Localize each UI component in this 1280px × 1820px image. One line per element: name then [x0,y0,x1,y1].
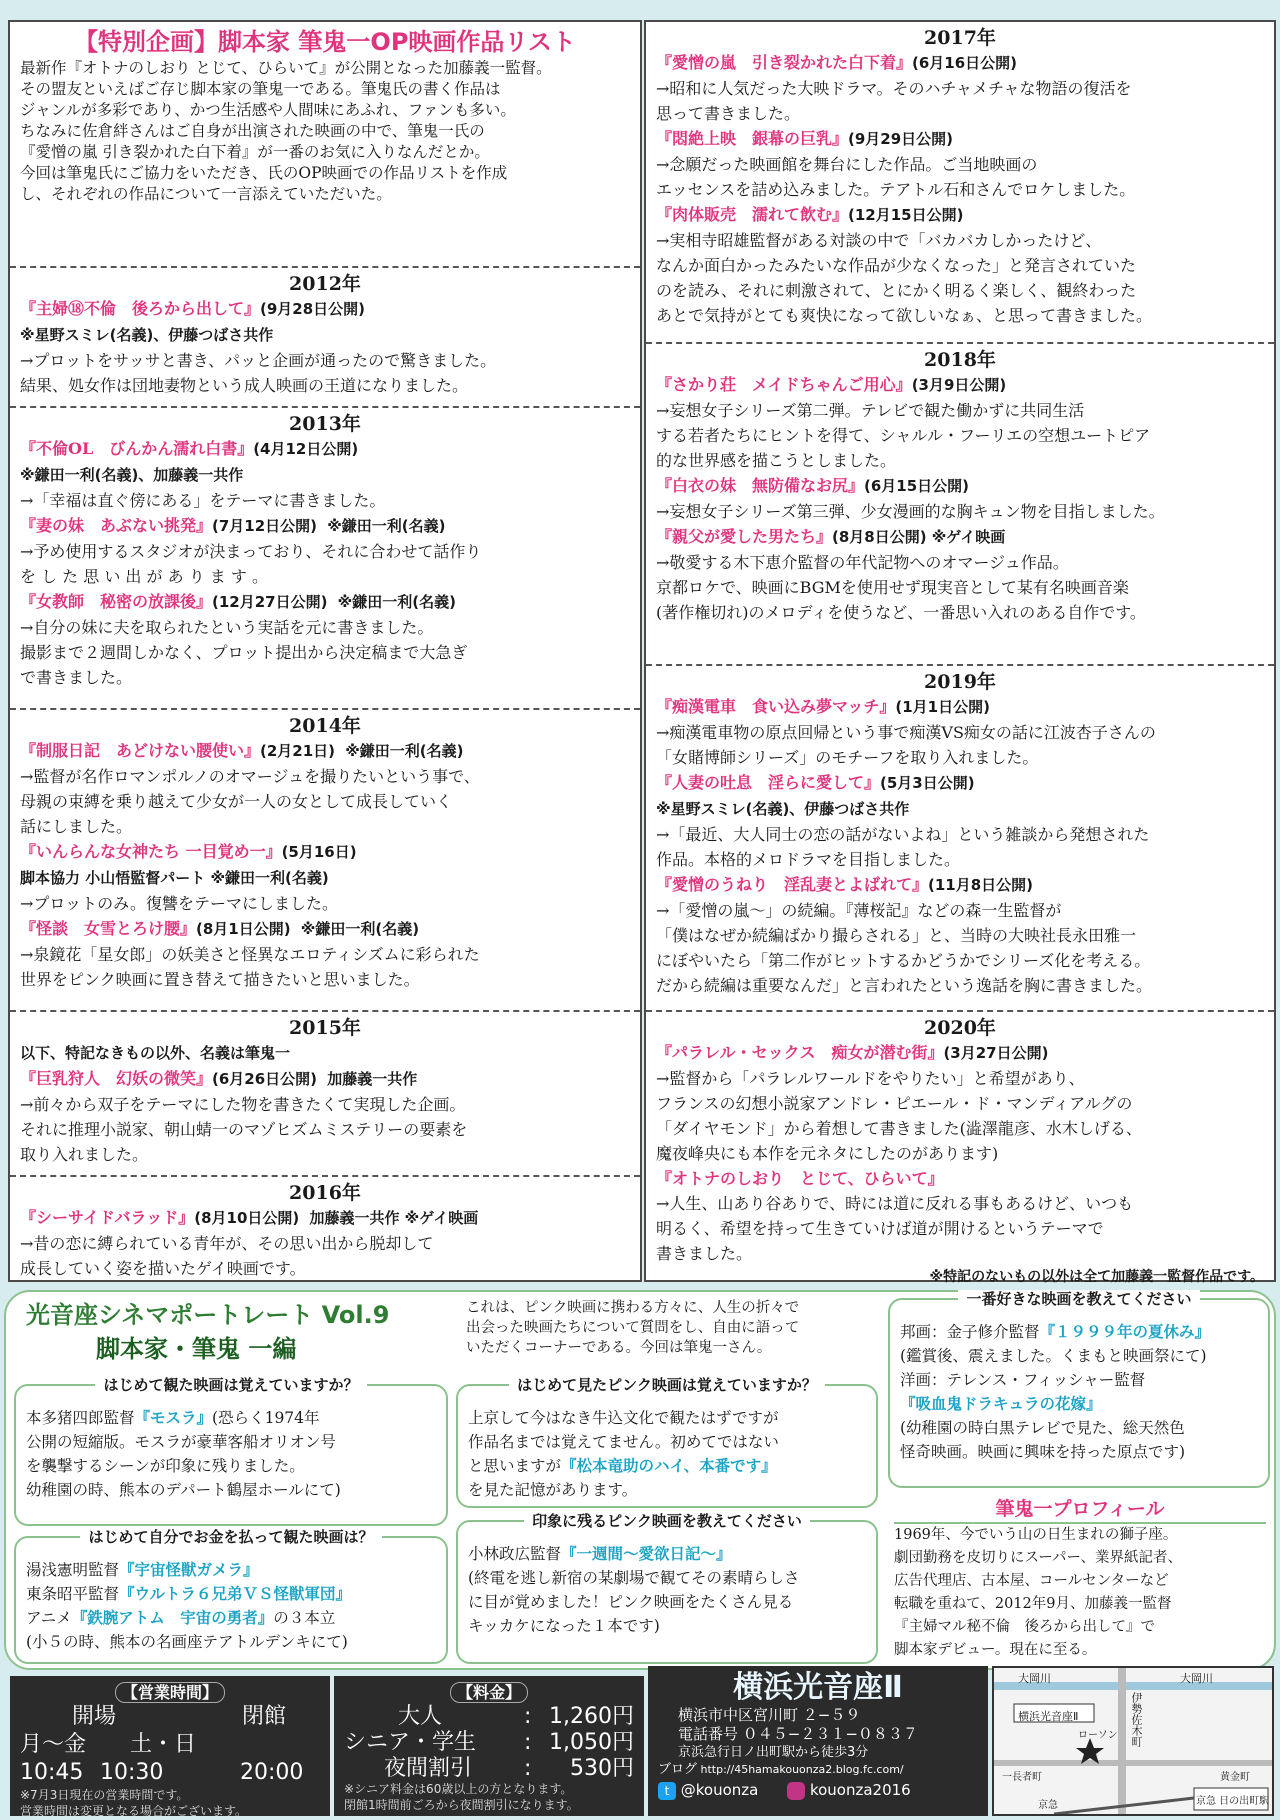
release-date: (5月3日公開) [880,774,975,792]
profile-line: 広告代理店、古本屋、コールセンターなど [894,1573,1169,1589]
film-comment: →実相寺昭雄監督がある対談の中で「バカバカしかったけど、 [656,231,1102,250]
credit-note: ※鎌田一利(名義)、加藤義一共作 [20,466,244,484]
film-comment: →自分の妹に夫を取られたという実話を元に書きました。 [20,618,434,637]
film-comment: 「僕はなぜか続編ばかり撮らされる」と、当時の大映社長永田雅一 [656,926,1137,945]
release-date: (11月8日公開) [928,876,1034,894]
film-comment: のを読み、それに刺激されて、とにかく明るく楽しく、観終わった [656,281,1137,300]
credit-note: ※ゲイ映画 [931,528,1006,546]
map-bridge-label: 一長者町 [1002,1772,1042,1783]
film-title: 『松本竜助のハイ、本番です』 [561,1456,777,1475]
footnote: ※特記のないもの以外は全て加藤義一監督作品です。 [929,1269,1264,1285]
film-comment: だから続編は重要なんだ」と言われたという逸話を胸に書きました。 [656,976,1153,995]
film-comment: を し た 思 い 出 が あ り ま す 。 [20,567,268,586]
film-comment: →監督が名作ロマンポルノのオマージュを撮りたいという事で、 [20,767,480,786]
map-lawson-label: ローソン [1078,1730,1118,1741]
answer-text: 作品名までは覚えてません。初めてではない [468,1433,779,1451]
film-title: 『制服日記 あどけない腰使い』 [20,741,261,760]
year-heading: 2014年 [289,715,361,737]
film-comment: →プロットをサッサと書き、パッと企画が通ったので驚きました。 [20,351,497,370]
business-hours-panel [10,1676,330,1816]
weekday-label: 月〜金 [20,1732,87,1757]
map-theater-label: 横浜光音座Ⅱ [1018,1710,1079,1723]
year-heading: 2017年 [924,27,996,49]
film-title: 『モスラ』 [134,1408,213,1427]
year-heading: 2018年 [924,349,996,371]
film-title: 『さかり荘 メイドちゃんご用心』 [656,375,912,394]
film-comment: 成長していく姿を描いたゲイ映画です。 [20,1259,306,1278]
cinema-portrait-section [4,1290,1276,1670]
theater-name: 横浜光音座Ⅱ [733,1670,903,1705]
intro-line: 最新作『オトナのしおり とじて、ひらいて』が公開となった加藤義一監督。 [20,59,552,77]
map-rail-label: 京急 [1038,1800,1058,1811]
film-title: 『一週間〜愛欲日記〜』 [561,1544,732,1563]
answer-text: の３本立 [273,1609,336,1627]
theater-address: 横浜市中区宮川町 ２−５９ [678,1706,861,1724]
film-comment: →「幸福は直ぐ傍にある」をテーマに書きました。 [20,491,386,510]
profile-line: 『主婦マル秘不倫 後ろから出して』で [894,1619,1155,1635]
film-title: 『不倫OL びんかん濡れ白書』 [20,439,254,458]
credit-note: ※鎌田一利(名義) [345,742,464,760]
film-comment: →プロットのみ。復讐をテーマにしました。 [20,894,339,913]
release-date: (3月27日公開) [943,1044,1049,1062]
portrait-subtitle: 脚本家・筆鬼 一編 [96,1335,297,1363]
film-comment: →痴漢電車物の原点回帰という事で痴漢VS痴女の話に江波杏子さんの [656,723,1156,742]
intro-line: その盟友といえばご存じ脚本家の筆鬼一である。筆鬼氏の書く作品は [20,80,501,98]
film-comment: →妄想女子シリーズ第二弾。テレビで観た働かずに共同生活 [656,401,1085,420]
release-date: (9月29日公開) [848,130,954,148]
question-label: はじめて観た映画は覚えていますか？ [95,1376,366,1394]
year-2017-section [646,22,1274,344]
film-title: 『巨乳狩人 幻妖の微笑』 [20,1069,213,1088]
credit-note: 脚本協力 小山悟監督パート ※鎌田一利(名義) [20,869,329,887]
film-title: 『鉄腕アトム 宇宙の勇者』 [71,1608,274,1627]
release-date: (12月15日公開) [848,206,964,224]
film-title: 『愛憎の嵐 引き裂かれた白下着』 [656,53,913,72]
question-first-film [14,1376,448,1526]
film-title: 『女教師 秘密の放課後』 [20,592,213,611]
film-comment: 話にしました。 [20,817,133,836]
question-label: はじめて見たピンク映画は覚えていますか？ [509,1376,825,1394]
year-2015-section [10,1012,640,1177]
release-date: (6月16日公開) [912,54,1018,72]
profile-label: 筆鬼一プロフィール [894,1496,1266,1524]
release-date: (3月9日公開) [911,376,1007,394]
film-title: 『痴漢電車 食い込み夢マッチ』 [656,697,896,716]
answer-text: 湯浅憲明監督 [26,1561,120,1579]
film-title: 『パラレル・セックス 痴女が潜む街』 [656,1043,944,1062]
film-title: 『シーサイドバラッド』 [20,1208,195,1227]
intro-line: ちなみに佐倉絆さんはご自身が出演された映画の中で、筆鬼一氏の [20,122,485,140]
question-label: 一番好きな映画を教えてください [958,1290,1199,1308]
price-panel: 【料金】 大人 : 1,260円 シニア・学生 : 1,050円 夜間割引 : 530円 ※シニア料金は60歳以上の方となります。 閉館1時間前ごろから夜間割引になります。 [334,1676,644,1816]
hours-note: ※7月3日現在の営業時間です。 [20,1788,189,1802]
answer-text: 邦画：金子修介監督 [900,1323,1040,1341]
profile-line: 脚本家デビュー。現在に至る。 [894,1642,1097,1658]
film-comment: 明るく、希望を持って生きていけば道が開けるというテーマで [656,1219,1104,1238]
film-comment: →人生、山あり谷ありで、時には道に反れる事もあるけど、いつも [656,1194,1134,1213]
profile-block [888,1496,1272,1664]
map-river-label: 大岡川 [1180,1672,1213,1685]
release-date: (8月1日公開) [196,920,291,938]
map-bridge-label: 黄金町 [1220,1772,1250,1783]
film-comment: →泉鏡花「星女郎」の妖美さと怪異なエロティシズムに彩られた [20,945,480,964]
film-comment: 結果、処女作は団地妻物という成人映画の王道になりました。 [20,376,469,395]
open-label: 開場 [72,1704,117,1729]
film-comment: →敬愛する木下恵介監督の年代記物へのオマージュ作品。 [656,553,1069,572]
answer-text: (幼稚園の時白黒テレビで見た、総天然色 [900,1419,1185,1437]
answer-text: 本多猪四郎監督 [26,1409,135,1427]
film-comment: あとで気持がとても爽快になって欲しいなぁ、と思って書きました。 [656,306,1153,325]
credit-note: ※星野スミレ(名義)、伊藤つばさ共作 [656,800,910,818]
portrait-heading [26,1298,446,1366]
blog-link[interactable]: http://45hamakouonza2.blog.fc.com/ [700,1763,904,1776]
intro-line: 今回は筆鬼氏にご協力をいただき、氏のOP映画での作品リストを作成 [20,164,508,182]
credit-note: ※星野スミレ(名義)、伊藤つばさ共作 [20,326,274,344]
credit-note: ※鎌田一利(名義) [337,593,456,611]
lead-line: 出会った映画たちについて質問をし、自由に語って [466,1320,800,1336]
question-label: はじめて自分でお金を払って観た映画は？ [80,1528,381,1546]
film-comment: する若者たちにヒントを得て、シャルル・フーリエの空想ユートピア [656,426,1151,445]
question-favorite-film [888,1290,1270,1488]
answer-text: (小５の時、熊本の名画座テアトルデンキにて) [26,1633,348,1651]
price-value: 1,050円 [549,1730,634,1755]
film-comment: →「愛憎の嵐〜」の続編。『薄桜記』などの森一生監督が [656,901,1062,920]
film-comment: →「最近、大人同士の恋の話がないよね」という雑談から発想された [656,825,1150,844]
left-column [8,20,642,1282]
price-value: 530円 [570,1756,634,1781]
lead-line: いただくコーナーである。今回は筆鬼一さん。 [466,1340,772,1356]
instagram-icon [787,1782,805,1800]
answer-text: と思いますが [468,1457,562,1475]
hours-note: 営業時間は変更となる場合がございます。 [20,1804,248,1818]
portrait-title: 光音座シネマポートレート Vol.9 [26,1301,390,1329]
year-heading: 2016年 [289,1182,361,1204]
film-title: 『宇宙怪獣ガメラ』 [119,1560,259,1579]
answer-text: 怪奇映画。映画に興味を持った原点です) [900,1443,1186,1461]
film-comment: 取り入れました。 [20,1145,149,1164]
year-2013-section [10,408,640,710]
answer-text: 洋画：テレンス・フィッシャー監督 [900,1371,1146,1389]
credit-note: ※鎌田一利(名義) [300,920,420,938]
film-comment: それに推理小説家、朝山蜻一のマゾヒズムミステリーの要素を [20,1120,468,1139]
film-comment: にぼやいたら「第二作がヒットするかどうかでシリーズ化を考える。 [656,951,1151,970]
portrait-lead [466,1298,886,1358]
year-2019-section [646,666,1274,1012]
answer-text: 小林政広監督 [468,1545,562,1563]
year-2018-section [646,344,1274,666]
film-title: 『白衣の妹 無防備なお尻』 [656,476,865,495]
film-comment: なんか面白かったみたいな作品が少なくなった」と発言されていた [656,256,1137,275]
question-first-pink-film [456,1376,878,1508]
film-comment: 魔夜峰央にも本作を元ネタにしたのがあります) [656,1144,999,1163]
film-comment: 作品。本格的メロドラマを目指しました。 [656,850,961,869]
film-title: 『いんらんな女神たち 一目覚め一』 [20,842,282,861]
map-river-label: 大岡川 [1018,1672,1051,1685]
release-date: (8月8日公開) [832,528,927,546]
question-first-paid-film [14,1528,448,1664]
film-comment: →前々から双子をテーマにした物を書きたくて実現した企画。 [20,1095,466,1114]
weekend-open-time: 10:30 [100,1760,164,1785]
film-comment: →予め使用するスタジオが決まっており、それに合わせて話作り [20,542,482,561]
credit-note: 加藤義一共作 ※ゲイ映画 [309,1209,479,1227]
price-note: 閉館1時間前ごろから夜間割引になります。 [344,1798,579,1812]
answer-text: に目が覚めました！ピンク映画をたくさん見る [468,1593,794,1611]
film-comment: 「ダイヤモンド」から着想して書きました(澁澤龍彦、水木しげる、 [656,1119,1142,1138]
year-heading: 2015年 [289,1017,361,1039]
release-date: (12月27日公開) [212,593,328,611]
year-2020-section [646,1012,1274,1285]
film-title: 『１９９９年の夏休み』 [1039,1322,1211,1341]
price-category: 大人 [398,1704,443,1729]
answer-text: (恐らく1974年 [212,1409,320,1427]
answer-text: 東条昭平監督 [26,1585,120,1603]
release-date: (7月12日公開) [212,517,318,535]
film-comment: 母親の束縛を乗り越えて少女が一人の女として成長していく [20,792,453,811]
film-comment: 「女賭博師シリーズ」のモチーフを取り入れました。 [656,748,1039,767]
film-comment: エッセンスを詰め込みました。テアトル石和さんでロケしました。 [656,180,1136,199]
theater-phone: 電話番号 ０４５−２３１−０８３７ [678,1725,918,1743]
twitter-handle[interactable]: @kouonza [680,1781,759,1799]
profile-line: 劇団勤務を皮切りにスーパー、業界紙記者、 [894,1550,1182,1566]
answer-text: アニメ [26,1609,72,1627]
naming-note: 以下、特記なきもの以外、名義は筆鬼一 [20,1044,291,1062]
film-comment: →昔の恋に縛られている青年が、その思い出から脱却して [20,1234,434,1253]
year-heading: 2020年 [924,1017,996,1039]
close-time: 20:00 [240,1760,304,1785]
credit-note: ※鎌田一利(名義) [327,517,446,535]
film-title: 『悶絶上映 銀幕の巨乳』 [656,129,849,148]
special-title: 【特別企画】脚本家 筆鬼一OP映画作品リスト [74,28,576,56]
price-category: 夜間割引 [384,1756,473,1781]
film-title: 『オトナのしおり とじて、ひらいて』 [656,1169,944,1188]
film-title: 『肉体販売 濡れて飲む』 [656,205,849,224]
year-heading: 2012年 [289,273,361,295]
film-comment: (著作権切れ)のメロディを使うなど、一番思い入れのある自作です。 [656,603,1146,622]
price-note: ※シニア料金は60歳以上の方となります。 [344,1782,573,1796]
year-2012-section [10,268,640,408]
film-title: 『愛憎のうねり 淫乱妻とよばれて』 [656,875,929,894]
answer-text: を襲撃するシーンが印象に残りました。 [26,1457,305,1475]
film-title: 『妻の妹 あぶない挑発』 [20,516,213,535]
intro-line: ジャンルが多彩であり、かつ生活感や人間味にあふれ、ファンも多い。 [20,101,516,119]
price-label: 【料金】 [450,1682,528,1703]
close-label: 閉館 [242,1704,287,1729]
intro-line: し、それぞれの作品について一言添えていただいた。 [20,185,392,203]
right-column [644,20,1276,1285]
answer-text: 公開の短縮版。モスラが豪華客船オリオン号 [26,1433,336,1451]
film-comment: 思って書きました。 [656,104,801,123]
year-2014-section [10,710,640,1012]
film-comment: →念願だった映画館を舞台にした作品。ご当地映画の [656,155,1038,174]
film-comment: →昭和に人気だった大映ドラマ。そのハチャメチャな物語の復活を [656,79,1132,98]
answer-text: 幼稚園の時、熊本のデパート鶴屋ホールにて) [26,1481,341,1499]
film-comment: 撮影まで２週間しかなく、プロット提出から決定稿まで大急ぎ [20,643,468,662]
release-date: (6月26日公開) [212,1070,318,1088]
year-heading: 2013年 [289,413,361,435]
theater-info-panel [648,1666,988,1816]
year-heading: 2019年 [924,671,996,693]
profile-line: 転職を重ねて、2012年9月、加藤義一監督 [894,1596,1172,1612]
profile-line: 1969年、今でいう山の日生まれの獅子座。 [894,1527,1178,1543]
film-title: 『親父が愛した男たち』 [656,527,833,546]
release-date: (6月15日公開) [864,477,970,495]
film-comment: →監督から「パラレルワールドをやりたい」と希望があり、 [656,1069,1085,1088]
twitter-icon: t [658,1782,676,1800]
film-title: 『吸血鬼ドラキュラの花嫁』 [900,1394,1102,1413]
film-title: 『怪談 女雪とろけ腰』 [20,919,197,938]
answer-text: (終電を逃し新宿の某劇場で観てその素晴らしさ [468,1569,800,1587]
question-label: 印象に残るピンク映画を教えてください [524,1512,810,1530]
theater-access: 京浜急行日ノ出町駅から徒歩3分 [678,1745,869,1760]
release-date: (4月12日公開) [253,440,359,458]
answer-text: 上京して今はなき牛込文化で観たはずですが [468,1409,779,1427]
film-title: 『ウルトラ６兄弟ＶＳ怪獣軍団』 [119,1584,352,1603]
film-comment: 世界をピンク映画に置き替えて描きたいと思いました。 [20,970,420,989]
credit-note: 加藤義一共作 [327,1070,418,1088]
intro-line: 『愛憎の嵐 引き裂かれた白下着』が一番のお気に入りなんだとか。 [20,143,490,161]
film-comment: フランスの幻想小説家アンドレ・ピエール・ド・マンディアルグの [656,1094,1133,1113]
lead-line: これは、ピンク映画に携わる方々に、人生の折々で [466,1300,800,1316]
answer-text: キッカケになった１本です) [468,1617,660,1635]
blog-label: ブログ [658,1762,698,1777]
film-comment: で書きました。 [20,668,133,687]
instagram-handle[interactable]: kouonza2016 [809,1781,911,1799]
map-street-label: 伊勢佐木町 [1130,1692,1143,1747]
answer-text: を見た記憶があります。 [468,1481,638,1499]
film-title: 『人妻の吐息 淫らに愛して』 [656,773,881,792]
release-date: (8月10日公開) [194,1209,300,1227]
map-station-label: 京急 日の出町駅 [1196,1796,1270,1807]
release-date: (1月1日公開) [895,698,990,716]
price-value: 1,260円 [549,1704,634,1729]
hours-label: 【営業時間】 [115,1682,225,1703]
film-comment: 書きました。 [656,1244,753,1263]
year-2016-section [10,1177,640,1279]
release-date: (5月16日) [281,843,357,861]
film-comment: →妄想女子シリーズ第三弾、少女漫画的な胸キュン物を目指しました。 [656,502,1165,521]
access-map [992,1666,1274,1816]
price-category: シニア・学生 [344,1730,477,1755]
question-memorable-pink-film [456,1512,878,1664]
weekend-label: 土・日 [130,1732,197,1757]
answer-text: (鑑賞後、震えました。くまもと映画祭にて) [900,1347,1207,1365]
film-comment: 京都ロケで、映画にBGMを使用せず現実音として某有名映画音楽 [656,578,1129,597]
release-date: (2月21日) [260,742,336,760]
release-date: (9月28日公開) [260,300,366,318]
film-title: 『主婦⑱不倫 後ろから出して』 [20,299,261,318]
weekday-open-time: 10:45 [20,1760,84,1785]
intro-section [10,22,640,268]
film-comment: 的な世界感を描こうとしました。 [656,451,897,470]
